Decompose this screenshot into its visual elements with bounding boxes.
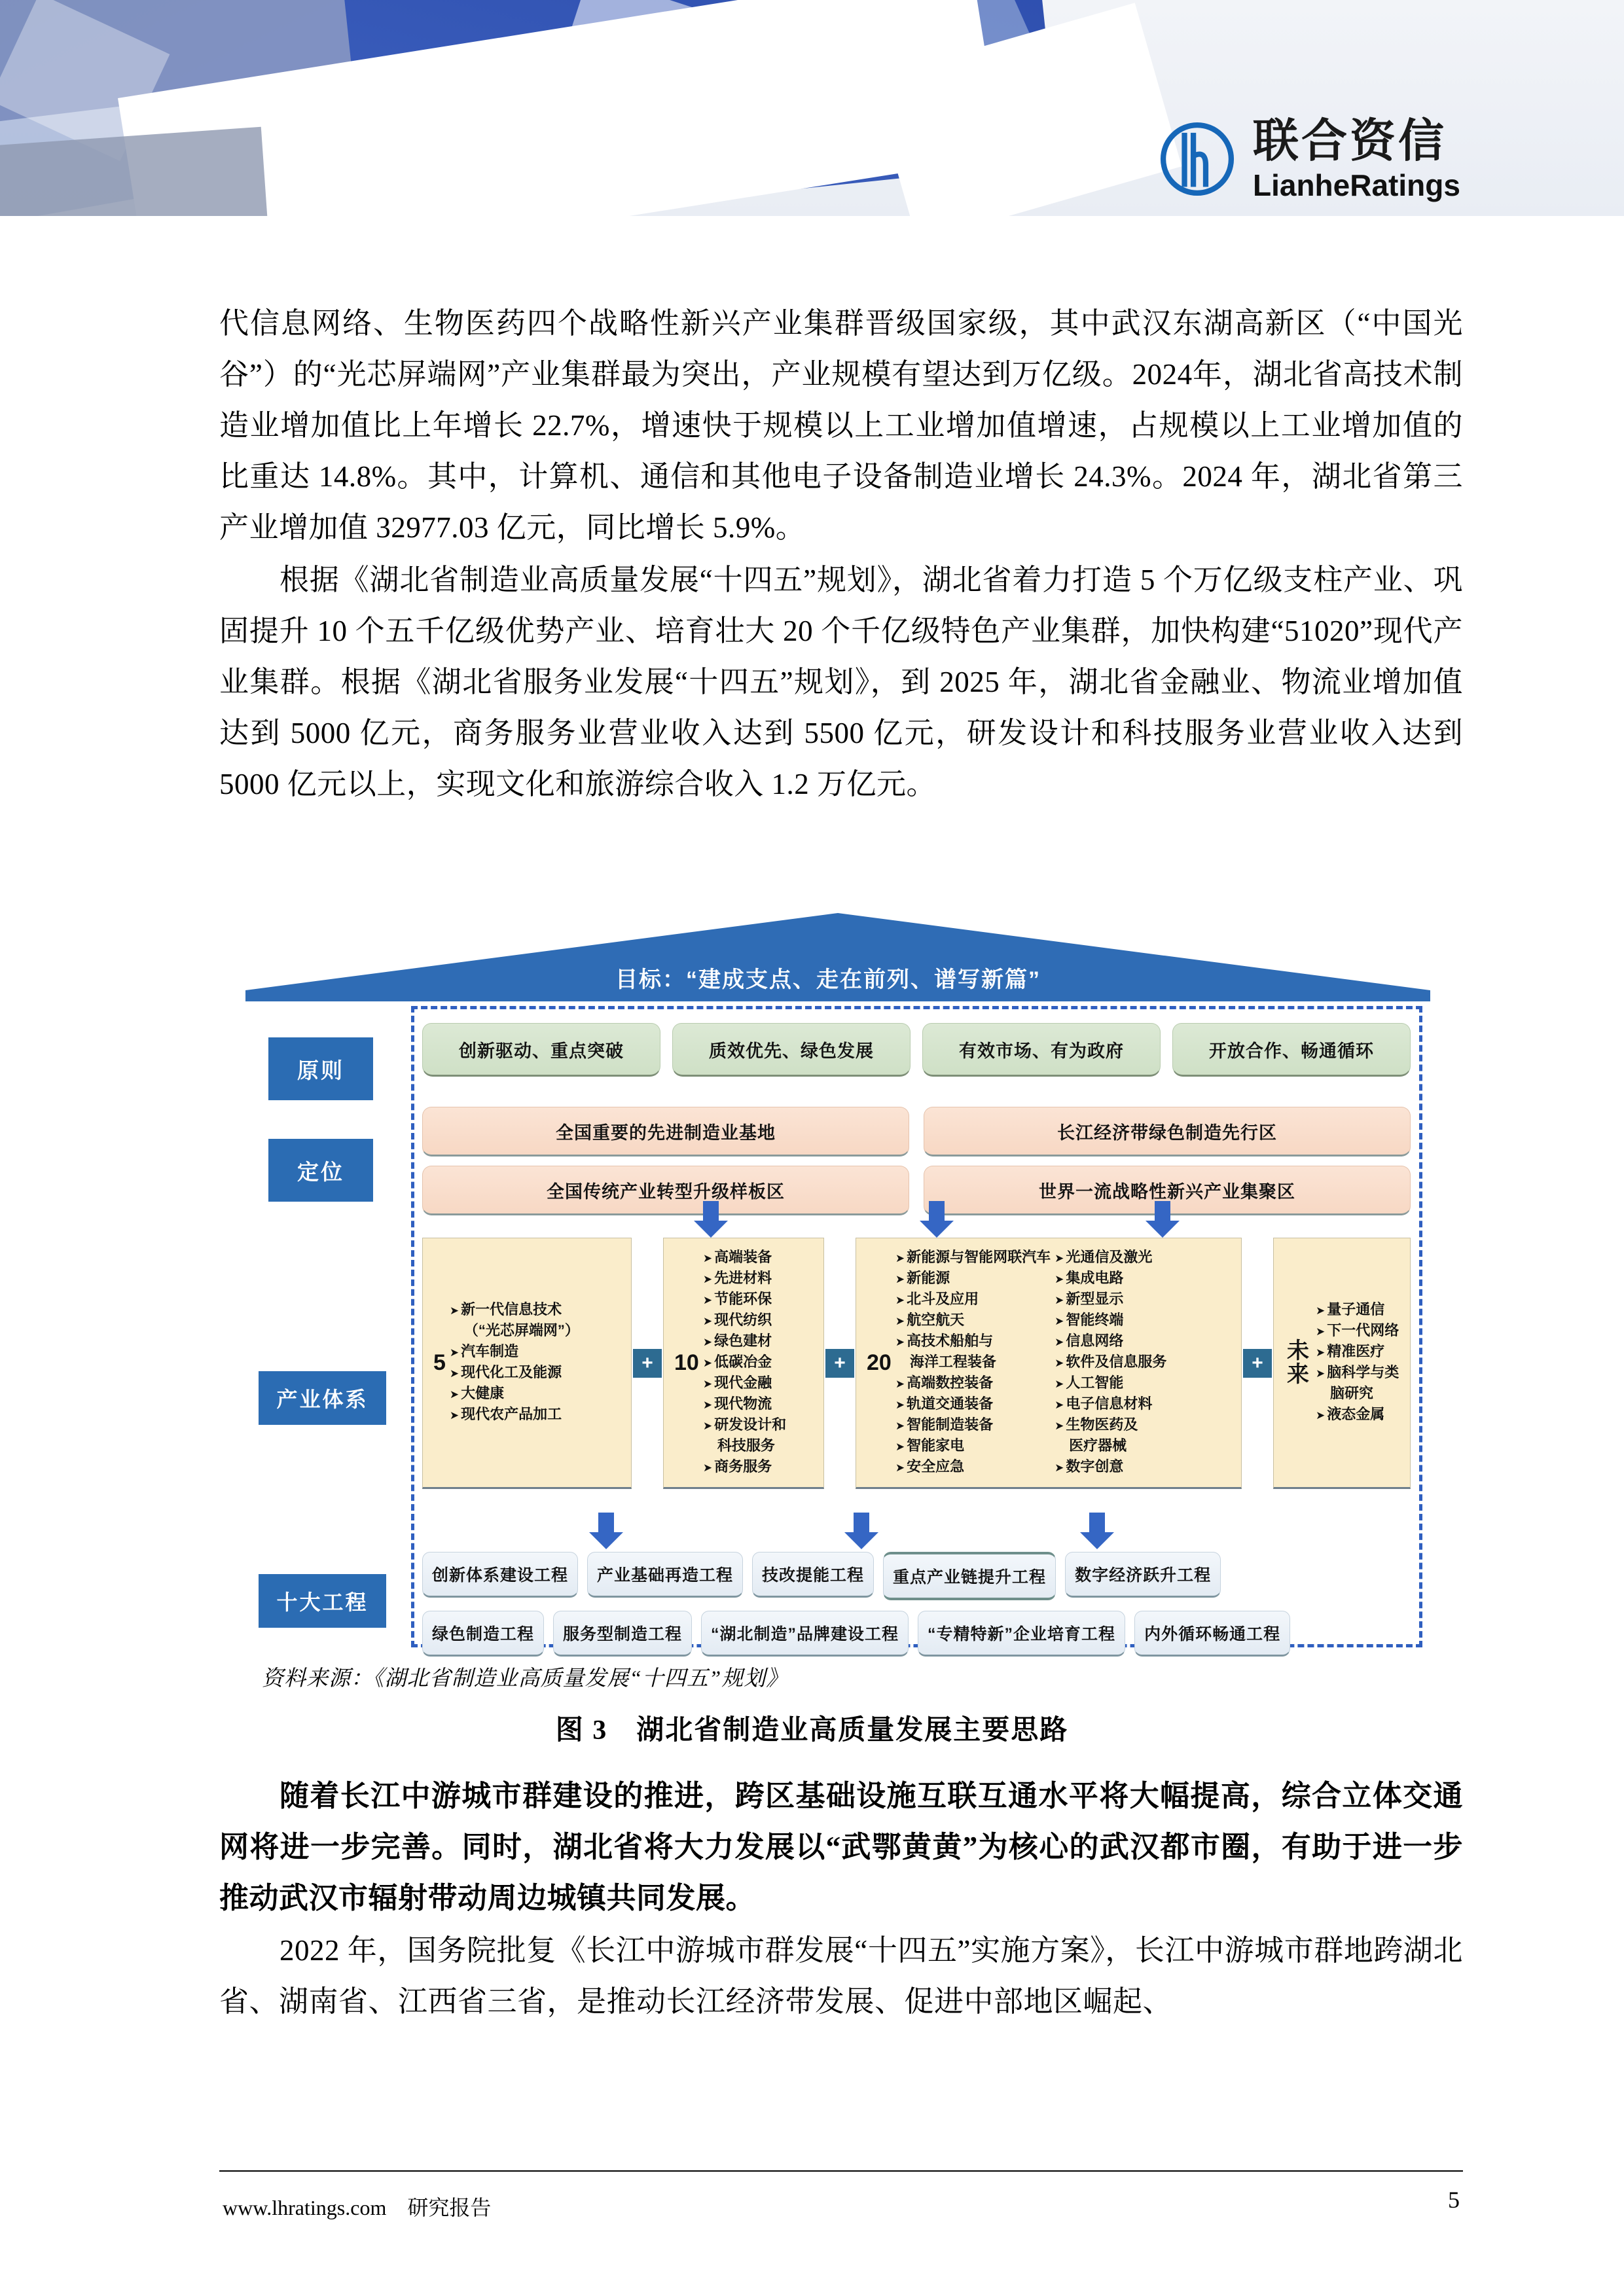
industry-item: ➤ 下一代网络 bbox=[1316, 1321, 1399, 1342]
label-ten-projects: 十大工程 bbox=[259, 1574, 386, 1628]
positions-rows bbox=[422, 1107, 1411, 1225]
down-arrow-icon bbox=[920, 1201, 954, 1238]
industry-item: ➤ 现代农产品加工 bbox=[450, 1405, 579, 1426]
position-box: 世界一流战略性新兴产业集聚区 bbox=[924, 1166, 1411, 1215]
industry-item: ➤ 现代纺织 bbox=[703, 1310, 786, 1331]
industry-list-column bbox=[895, 1247, 1051, 1478]
industry-item: ➤ 现代物流 bbox=[703, 1394, 786, 1415]
paragraph-2: 根据《湖北省制造业高质量发展“十四五”规划》，湖北省着力打造 5 个万亿级支柱产业、巩固提升 10 个五千亿级优势产业、培育壮大 20 个千亿级特色产业集群，加快构建“51020”现代产业集群。根据《湖北省服务业发展“十四五”规划》，到 2025 年，湖北省金融业、物流业增加值达到 5000 亿元，商务服务业营业收入达到 5500 亿元，研发设计和科技服务业营业收入达到 5000 亿元以上，实现文化和旅游综合收入 1.2 万亿元。 bbox=[219, 564, 1463, 800]
down-arrow-icon bbox=[844, 1513, 878, 1549]
industry-item: ➤ 智能终端 bbox=[1055, 1310, 1166, 1331]
industry-item: ➤ 液态金属 bbox=[1316, 1405, 1399, 1426]
project-box: 内外循环畅通工程 bbox=[1134, 1611, 1290, 1657]
plus-separator bbox=[1242, 1238, 1273, 1489]
industry-item-continued: 海洋工程装备 bbox=[909, 1354, 996, 1370]
industry-list-column bbox=[703, 1247, 786, 1478]
industry-group-count: 20 bbox=[867, 1350, 892, 1375]
text-column-top bbox=[219, 298, 1463, 811]
plus-icon: + bbox=[825, 1349, 854, 1378]
plus-icon: + bbox=[633, 1349, 662, 1378]
industry-item: ➤ 集成电路 bbox=[1055, 1268, 1166, 1289]
figure-caption: 图 3 湖北省制造业高质量发展主要思路 bbox=[555, 1715, 1069, 1746]
figure-3-wrapper bbox=[236, 913, 1440, 1653]
industry-group-5 bbox=[422, 1238, 632, 1489]
industry-item-continued: （“光芯屏端网”） bbox=[463, 1322, 579, 1338]
industry-list-column bbox=[1055, 1247, 1166, 1478]
industry-group-10 bbox=[663, 1238, 824, 1489]
industry-item: ➤ 精准医疗 bbox=[1316, 1342, 1399, 1363]
industry-item: ➤ 绿色建材 bbox=[703, 1331, 786, 1352]
projects-row-2 bbox=[422, 1611, 1411, 1657]
down-arrow-icon bbox=[694, 1201, 728, 1238]
industry-item: ➤ 量子通信 bbox=[1316, 1300, 1399, 1321]
industry-item: ➤ 新能源与智能网联汽车 bbox=[895, 1247, 1051, 1268]
down-arrow-icon bbox=[1146, 1201, 1180, 1238]
project-box: 产业基础再造工程 bbox=[587, 1552, 743, 1598]
industry-item: ➤ 安全应急 bbox=[895, 1457, 1051, 1478]
project-box-highlighted: 重点产业链提升工程 bbox=[883, 1552, 1056, 1600]
plus-separator bbox=[632, 1238, 663, 1489]
principles-row bbox=[422, 1023, 1411, 1077]
industry-item: ➤ 商务服务 bbox=[703, 1457, 786, 1478]
projects-row-1 bbox=[422, 1552, 1411, 1600]
industry-item: ➤ 高端装备 bbox=[703, 1247, 786, 1268]
industry-group-count: 5 bbox=[433, 1350, 446, 1375]
industry-item: ➤ 人工智能 bbox=[1055, 1373, 1166, 1394]
principle-box: 质效优先、绿色发展 bbox=[672, 1023, 911, 1077]
position-box: 全国重要的先进制造业基地 bbox=[422, 1107, 909, 1157]
text-column-bottom bbox=[219, 1770, 1463, 2028]
down-arrow-icon bbox=[1080, 1513, 1114, 1549]
industry-item: ➤ 研发设计和 bbox=[703, 1415, 786, 1436]
industry-item: ➤ 新一代信息技术 bbox=[450, 1300, 579, 1321]
plus-separator bbox=[824, 1238, 856, 1489]
industry-item-continued: 科技服务 bbox=[717, 1437, 775, 1454]
positions-row-1 bbox=[422, 1107, 1411, 1157]
industry-item-continued: 医疗器械 bbox=[1069, 1437, 1127, 1454]
project-box: 技改提能工程 bbox=[752, 1552, 874, 1598]
industry-group-count: 10 bbox=[674, 1350, 699, 1375]
label-position: 定位 bbox=[268, 1139, 373, 1202]
industry-group-20 bbox=[856, 1238, 1242, 1489]
industry-item: ➤ 高技术船舶与 bbox=[895, 1331, 1051, 1352]
project-box: 服务型制造工程 bbox=[553, 1611, 692, 1657]
down-arrow-icon bbox=[589, 1513, 623, 1549]
industry-item: ➤ 高端数控装备 bbox=[895, 1373, 1051, 1394]
logo-text-english: LianheRatings bbox=[1253, 168, 1460, 202]
industry-group-future bbox=[1273, 1238, 1411, 1489]
project-box: “专精特新”企业培育工程 bbox=[918, 1611, 1125, 1657]
industry-item: ➤ 智能制造装备 bbox=[895, 1415, 1051, 1436]
figure-source-note: 资料来源：《湖北省制造业高质量发展“十四五”规划》 bbox=[262, 1667, 789, 1691]
paragraph-3-bold: 随着长江中游城市群建设的推进，跨区基础设施互联互通水平将大幅提高，综合立体交通网将进一步完善。同时，湖北省将大力发展以“武鄂黄黄”为核心的武汉都市圈，有助于进一步推动武汉市辐射带动周边城镇共同发展。 bbox=[219, 1780, 1463, 1914]
footer-page-number: 5 bbox=[1448, 2187, 1460, 2213]
industry-item: ➤ 先进材料 bbox=[703, 1268, 786, 1289]
industry-list-column bbox=[1316, 1300, 1399, 1426]
figure-goal-text: 目标：“建成支点、走在前列、谱写新篇” bbox=[615, 967, 1041, 992]
ten-projects-rows bbox=[422, 1552, 1411, 1667]
principle-box: 有效市场、有为政府 bbox=[922, 1023, 1161, 1077]
industry-item: ➤ 新能源 bbox=[895, 1268, 1051, 1289]
industry-item: ➤ 智能家电 bbox=[895, 1436, 1051, 1457]
industry-item: ➤ 北斗及应用 bbox=[895, 1289, 1051, 1310]
footer-left-text: www.lhratings.com 研究报告 bbox=[223, 2196, 492, 2219]
industry-item: ➤ 脑科学与类 bbox=[1316, 1363, 1399, 1384]
industry-item: ➤ 轨道交通装备 bbox=[895, 1394, 1051, 1415]
position-box: 长江经济带绿色制造先行区 bbox=[924, 1107, 1411, 1157]
industry-item: ➤ 软件及信息服务 bbox=[1055, 1352, 1166, 1373]
industry-item: ➤ 信息网络 bbox=[1055, 1331, 1166, 1352]
industry-item: ➤ 节能环保 bbox=[703, 1289, 786, 1310]
paragraph-4: 2022 年，国务院批复《长江中游城市群发展“十四五”实施方案》，长江中游城市群地跨湖北省、湖南省、江西省三省，是推动长江经济带发展、促进中部地区崛起、 bbox=[219, 1934, 1463, 2018]
project-box: 创新体系建设工程 bbox=[422, 1552, 578, 1598]
position-box: 全国传统产业转型升级样板区 bbox=[422, 1166, 909, 1215]
label-principle: 原则 bbox=[268, 1037, 373, 1100]
logo-text-chinese: 联合资信 bbox=[1253, 115, 1447, 166]
industry-item: ➤ 新型显示 bbox=[1055, 1289, 1166, 1310]
industry-item: ➤ 现代化工及能源 bbox=[450, 1363, 579, 1384]
industry-item: ➤ 光通信及激光 bbox=[1055, 1247, 1166, 1268]
industry-system-row bbox=[422, 1238, 1411, 1489]
label-industry-system: 产业体系 bbox=[259, 1371, 386, 1425]
industry-item: ➤ 数字创意 bbox=[1055, 1457, 1166, 1478]
industry-item: ➤ 汽车制造 bbox=[450, 1342, 579, 1363]
industry-item: ➤ 航空航天 bbox=[895, 1310, 1051, 1331]
industry-item: ➤ 现代金融 bbox=[703, 1373, 786, 1394]
industry-item: ➤ 生物医药及 bbox=[1055, 1415, 1166, 1436]
footer-divider bbox=[219, 2170, 1463, 2172]
principle-box: 创新驱动、重点突破 bbox=[422, 1023, 660, 1077]
project-box: “湖北制造”品牌建设工程 bbox=[701, 1611, 909, 1657]
industry-group-count: 未来 bbox=[1287, 1338, 1309, 1387]
industry-list-column bbox=[450, 1300, 579, 1426]
project-box: 数字经济跃升工程 bbox=[1065, 1552, 1221, 1598]
paragraph-1: 代信息网络、生物医药四个战略性新兴产业集群晋级国家级，其中武汉东湖高新区（“中国光谷”）的“光芯屏端网”产业集群最为突出，产业规模有望达到万亿级。2024年，湖北省高技术制造业增加值比上年增长 22.7%，增速快于规模以上工业增加值增速，占规模以上工业增加值的比重达 14.8%。其中，计算机、通信和其他电子设备制造业增长 24.3%。2024 年，湖北省第三产业增加值 32977.03 亿元，同比增长 5.9%。 bbox=[219, 307, 1463, 544]
plus-icon: + bbox=[1243, 1349, 1272, 1378]
industry-item: ➤ 大健康 bbox=[450, 1384, 579, 1405]
industry-item-continued: 脑研究 bbox=[1330, 1385, 1374, 1401]
industry-item: ➤ 电子信息材料 bbox=[1055, 1394, 1166, 1415]
positions-row-2 bbox=[422, 1166, 1411, 1215]
industry-item: ➤ 低碳冶金 bbox=[703, 1352, 786, 1373]
figure-3-diagram bbox=[236, 913, 1440, 1653]
principle-box: 开放合作、畅通循环 bbox=[1172, 1023, 1411, 1077]
project-box: 绿色制造工程 bbox=[422, 1611, 544, 1657]
